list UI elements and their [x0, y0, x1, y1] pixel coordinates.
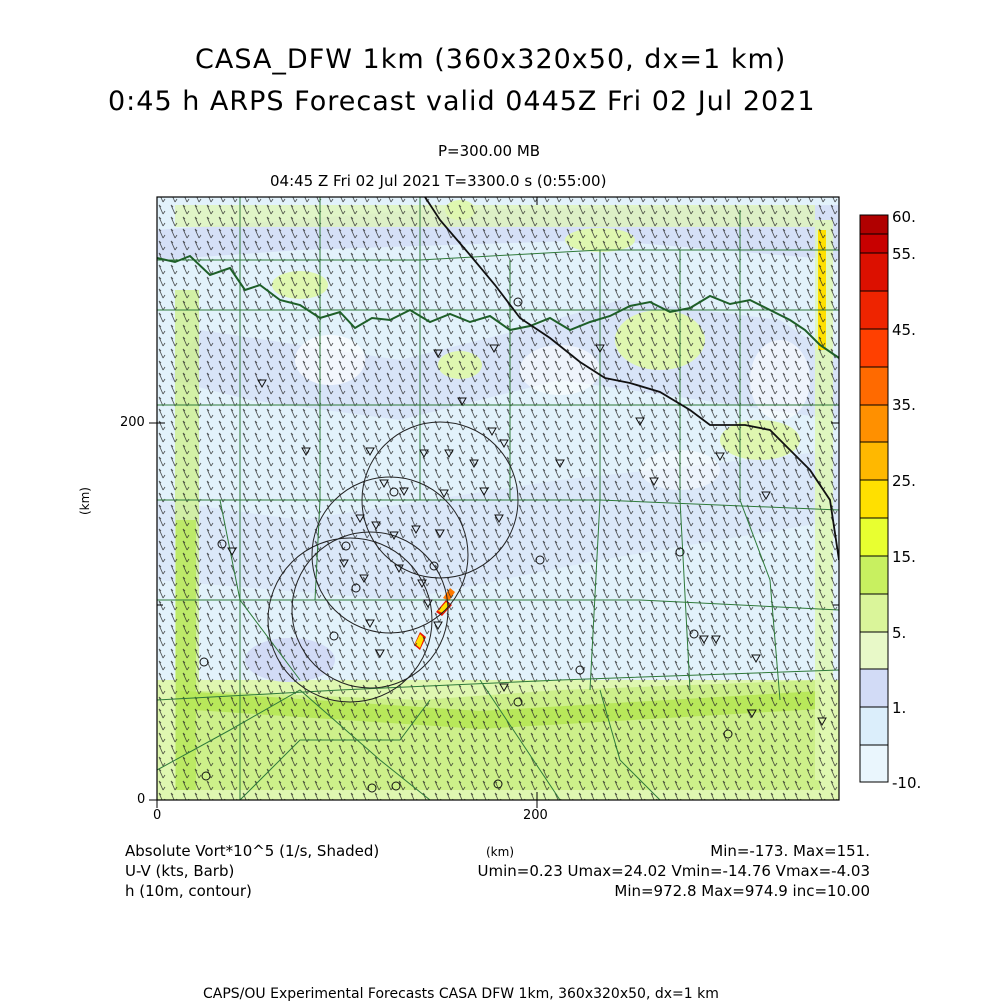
colorbar-label-15: 15.: [892, 548, 916, 566]
colorbar-label-neg10: -10.: [892, 774, 922, 792]
colorbar-label-35: 35.: [892, 396, 916, 414]
colorbar-label-1: 1.: [892, 699, 907, 717]
x-tick-200: 200: [523, 808, 548, 823]
legend-field-wind: U-V (kts, Barb): [125, 862, 235, 880]
y-axis-label: (km): [78, 486, 93, 516]
colorbar-label-55: 55.: [892, 245, 916, 263]
x-tick-0: 0: [153, 808, 162, 823]
colorbar: [860, 215, 888, 782]
legend-stats-height: Min=972.8 Max=974.9 inc=10.00: [614, 882, 870, 900]
legend-stats-vorticity: Min=-173. Max=151.: [710, 842, 870, 860]
footer-credit: CAPS/OU Experimental Forecasts CASA DFW 1km, 360x320x50, dx=1 km: [203, 986, 719, 1002]
colorbar-label-25: 25.: [892, 472, 916, 490]
title-line-1: CASA_DFW 1km (360x320x50, dx=1 km): [195, 44, 787, 75]
legend-stats-wind: Umin=0.23 Umax=24.02 Vmin=-14.76 Vmax=-4.03: [477, 862, 870, 880]
colorbar-label-45: 45.: [892, 321, 916, 339]
y-tick-200: 200: [120, 415, 145, 430]
title-line-2: 0:45 h ARPS Forecast valid 0445Z Fri 02 Jul 2021: [108, 86, 816, 117]
y-tick-0: 0: [137, 792, 146, 807]
x-axis-label: (km): [486, 845, 515, 859]
legend-field-vorticity: Absolute Vort*10^5 (1/s, Shaded): [125, 842, 380, 860]
legend-field-height: h (10m, contour): [125, 882, 252, 900]
colorbar-label-60: 60.: [892, 208, 916, 226]
pressure-level: P=300.00 MB: [438, 142, 541, 160]
vorticity-shading: [157, 197, 839, 800]
valid-time: 04:45 Z Fri 02 Jul 2021 T=3300.0 s (0:55:00): [270, 172, 607, 190]
colorbar-label-5: 5.: [892, 624, 907, 642]
